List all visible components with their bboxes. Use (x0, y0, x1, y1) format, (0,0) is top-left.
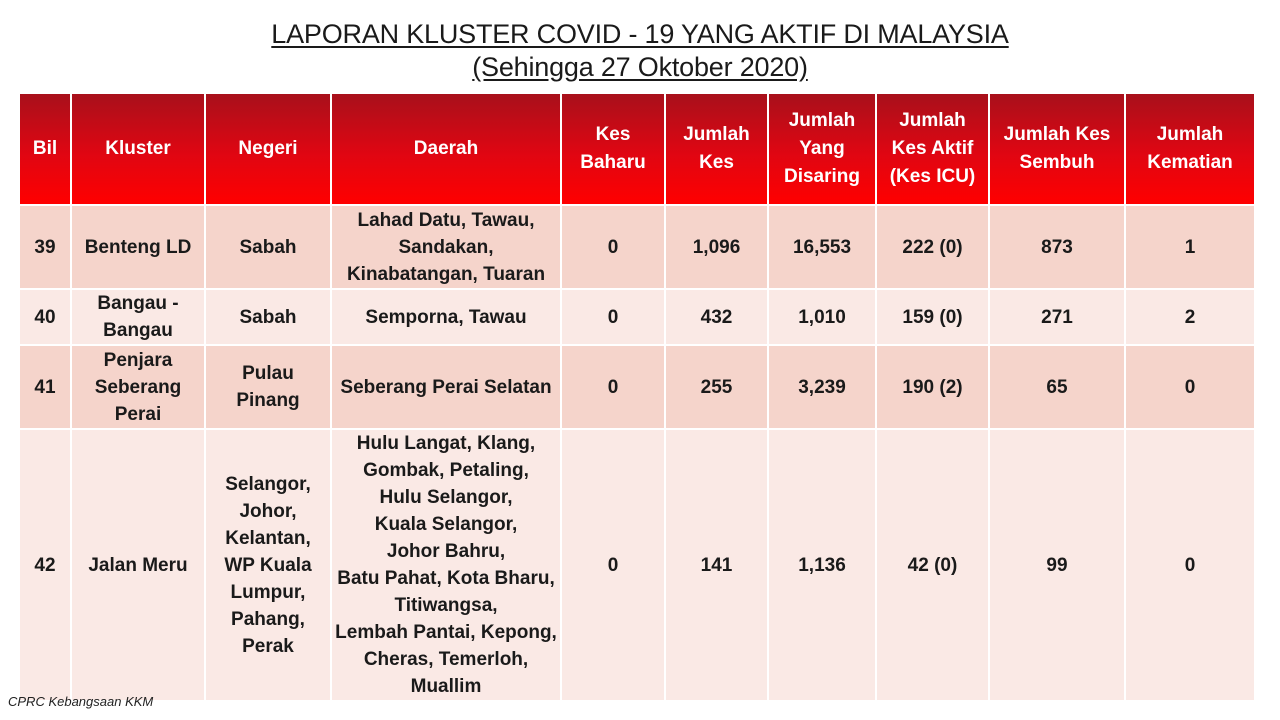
cell-kes-sembuh: 65 (989, 345, 1125, 429)
cell-negeri: Pulau Pinang (205, 345, 331, 429)
cell-daerah: Seberang Perai Selatan (331, 345, 561, 429)
cell-kes-baharu: 0 (561, 205, 665, 289)
cell-kes-aktif: 190 (2) (876, 345, 989, 429)
cell-kes-aktif: 222 (0) (876, 205, 989, 289)
cell-negeri: Sabah (205, 205, 331, 289)
cell-daerah: Hulu Langat, Klang, Gombak, Petaling, Hulu Selangor, Kuala Selangor, Johor Bahru, Batu Pahat, Kota Bharu, Titiwangsa, Lembah Pantai, Kepong, Cheras, Temerloh, Muallim (331, 429, 561, 701)
source-footnote: CPRC Kebangsaan KKM (8, 694, 154, 709)
column-header-jumlah-disaring: Jumlah Yang Disaring (768, 93, 876, 205)
column-header-kes-sembuh: Jumlah Kes Sembuh (989, 93, 1125, 205)
cell-bil: 41 (19, 345, 71, 429)
cell-kes-aktif: 42 (0) (876, 429, 989, 701)
title-main: LAPORAN KLUSTER COVID - 19 YANG AKTIF DI MALAYSIA (271, 19, 1009, 49)
cell-kematian: 1 (1125, 205, 1255, 289)
cell-kes-baharu: 0 (561, 345, 665, 429)
table-row (19, 289, 1255, 345)
column-header-kes-aktif: Jumlah Kes Aktif (Kes ICU) (876, 93, 989, 205)
column-header-bil: Bil (19, 93, 71, 205)
column-header-kes-baharu: Kes Baharu (561, 93, 665, 205)
cell-kluster: Benteng LD (71, 205, 205, 289)
cell-jumlah-disaring: 16,553 (768, 205, 876, 289)
cell-daerah: Lahad Datu, Tawau, Sandakan, Kinabatangan, Tuaran (331, 205, 561, 289)
column-header-jumlah-kes: Jumlah Kes (665, 93, 768, 205)
cell-bil: 40 (19, 289, 71, 345)
cell-kes-sembuh: 873 (989, 205, 1125, 289)
cell-negeri: Sabah (205, 289, 331, 345)
column-header-kematian: Jumlah Kematian (1125, 93, 1255, 205)
cell-kluster: Jalan Meru (71, 429, 205, 701)
report-title (0, 18, 1280, 84)
column-header-kluster: Kluster (71, 93, 205, 205)
cell-kes-baharu: 0 (561, 429, 665, 701)
cell-kluster: Bangau - Bangau (71, 289, 205, 345)
table-row (19, 345, 1255, 429)
cell-jumlah-disaring: 1,136 (768, 429, 876, 701)
cell-jumlah-disaring: 1,010 (768, 289, 876, 345)
cell-kematian: 2 (1125, 289, 1255, 345)
column-header-daerah: Daerah (331, 93, 561, 205)
cell-jumlah-disaring: 3,239 (768, 345, 876, 429)
cell-negeri: Selangor, Johor, Kelantan, WP Kuala Lumpur, Pahang, Perak (205, 429, 331, 701)
cell-kes-sembuh: 99 (989, 429, 1125, 701)
cell-jumlah-kes: 141 (665, 429, 768, 701)
table-header-row (19, 93, 1255, 205)
cell-kluster: Penjara Seberang Perai (71, 345, 205, 429)
cell-jumlah-kes: 255 (665, 345, 768, 429)
cell-kes-aktif: 159 (0) (876, 289, 989, 345)
cell-jumlah-kes: 432 (665, 289, 768, 345)
cell-bil: 42 (19, 429, 71, 701)
cell-kes-baharu: 0 (561, 289, 665, 345)
title-date: (Sehingga 27 Oktober 2020) (472, 52, 808, 82)
cell-kes-sembuh: 271 (989, 289, 1125, 345)
table-row (19, 429, 1255, 701)
cell-daerah: Semporna, Tawau (331, 289, 561, 345)
cell-bil: 39 (19, 205, 71, 289)
column-header-negeri: Negeri (205, 93, 331, 205)
cluster-table (18, 92, 1256, 702)
cell-jumlah-kes: 1,096 (665, 205, 768, 289)
cell-kematian: 0 (1125, 345, 1255, 429)
cell-kematian: 0 (1125, 429, 1255, 701)
table-row (19, 205, 1255, 289)
